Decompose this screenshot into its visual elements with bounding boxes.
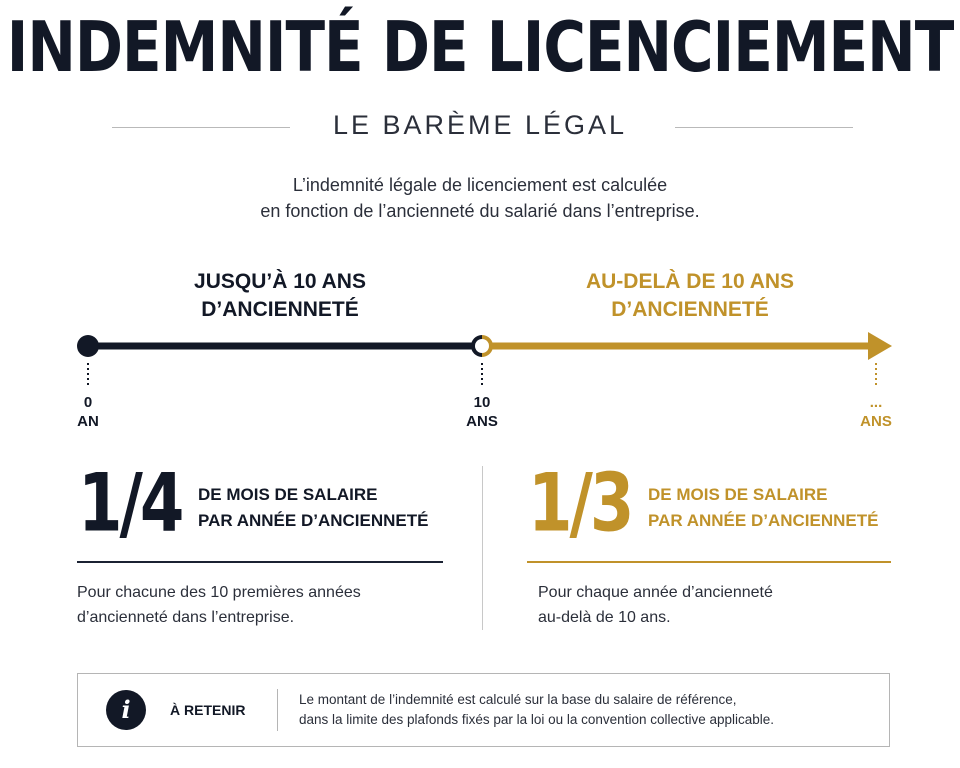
right-rate-line-1: DE MOIS DE SALAIRE bbox=[648, 485, 828, 504]
tick-0 bbox=[58, 393, 118, 431]
info-icon: i bbox=[106, 690, 146, 730]
right-fraction: 1/3 bbox=[528, 458, 632, 551]
phase-1-label bbox=[120, 268, 440, 324]
tick-end-unit: ANS bbox=[860, 413, 892, 430]
note-divider bbox=[277, 689, 278, 731]
timeline-mid-dot-center bbox=[475, 339, 489, 353]
left-description bbox=[77, 580, 361, 630]
note-label: À RETENIR bbox=[170, 702, 246, 718]
intro-text bbox=[0, 172, 960, 224]
tick-0-value: 0 bbox=[83, 394, 93, 411]
left-rate-line-2: PAR ANNÉE D’ANCIENNETÉ bbox=[198, 511, 429, 530]
phase-2-line-1: AU-DELÀ DE 10 ANS bbox=[585, 270, 795, 293]
page-title: INDEMNITÉ DE LICENCIEMENT bbox=[6, 6, 954, 88]
left-rate-line-1: DE MOIS DE SALAIRE bbox=[198, 485, 378, 504]
phase-2-line-2: D’ANCIENNETÉ bbox=[611, 298, 769, 321]
note-line-1: Le montant de l’indemnité est calculé sur la base du salaire de référence, bbox=[299, 692, 737, 707]
right-desc-line-1: Pour chaque année d’ancienneté bbox=[538, 584, 773, 601]
note-line-2: dans la limite des plafonds fixés par la loi ou la convention collective applicable. bbox=[299, 712, 775, 727]
timeline-start-dot bbox=[77, 335, 99, 357]
right-rate bbox=[648, 482, 878, 534]
phase-1-line-2: D’ANCIENNETÉ bbox=[201, 298, 359, 321]
right-desc-line-2: au-delà de 10 ans. bbox=[538, 609, 671, 626]
phase-1-line-1: JUSQU’À 10 ANS bbox=[194, 270, 366, 293]
tick-0-unit: AN bbox=[77, 413, 99, 430]
timeline bbox=[0, 325, 960, 395]
intro-line-1: L’indemnité légale de licenciement est calculée bbox=[292, 175, 668, 195]
column-divider bbox=[482, 466, 483, 630]
phase-2-label bbox=[530, 268, 850, 324]
tick-end-value: ... bbox=[869, 394, 883, 411]
left-divider bbox=[77, 561, 443, 563]
tick-10 bbox=[452, 393, 512, 431]
tick-10-value: 10 bbox=[473, 394, 491, 411]
note-text bbox=[299, 690, 774, 730]
tick-10-unit: ANS bbox=[466, 413, 498, 430]
left-desc-line-2: d’ancienneté dans l’entreprise. bbox=[77, 609, 295, 626]
left-desc-line-1: Pour chacune des 10 premières années bbox=[77, 584, 361, 601]
left-rate bbox=[198, 482, 428, 534]
intro-line-2: en fonction de l’ancienneté du salarié dans l’entreprise. bbox=[260, 201, 700, 221]
right-description bbox=[538, 580, 773, 630]
right-divider bbox=[527, 561, 891, 563]
left-fraction: 1/4 bbox=[78, 458, 182, 551]
tick-end bbox=[846, 393, 906, 431]
timeline-arrow-icon bbox=[868, 332, 892, 360]
right-rate-line-2: PAR ANNÉE D’ANCIENNETÉ bbox=[648, 511, 879, 530]
subtitle: LE BARÈME LÉGAL bbox=[332, 110, 628, 140]
